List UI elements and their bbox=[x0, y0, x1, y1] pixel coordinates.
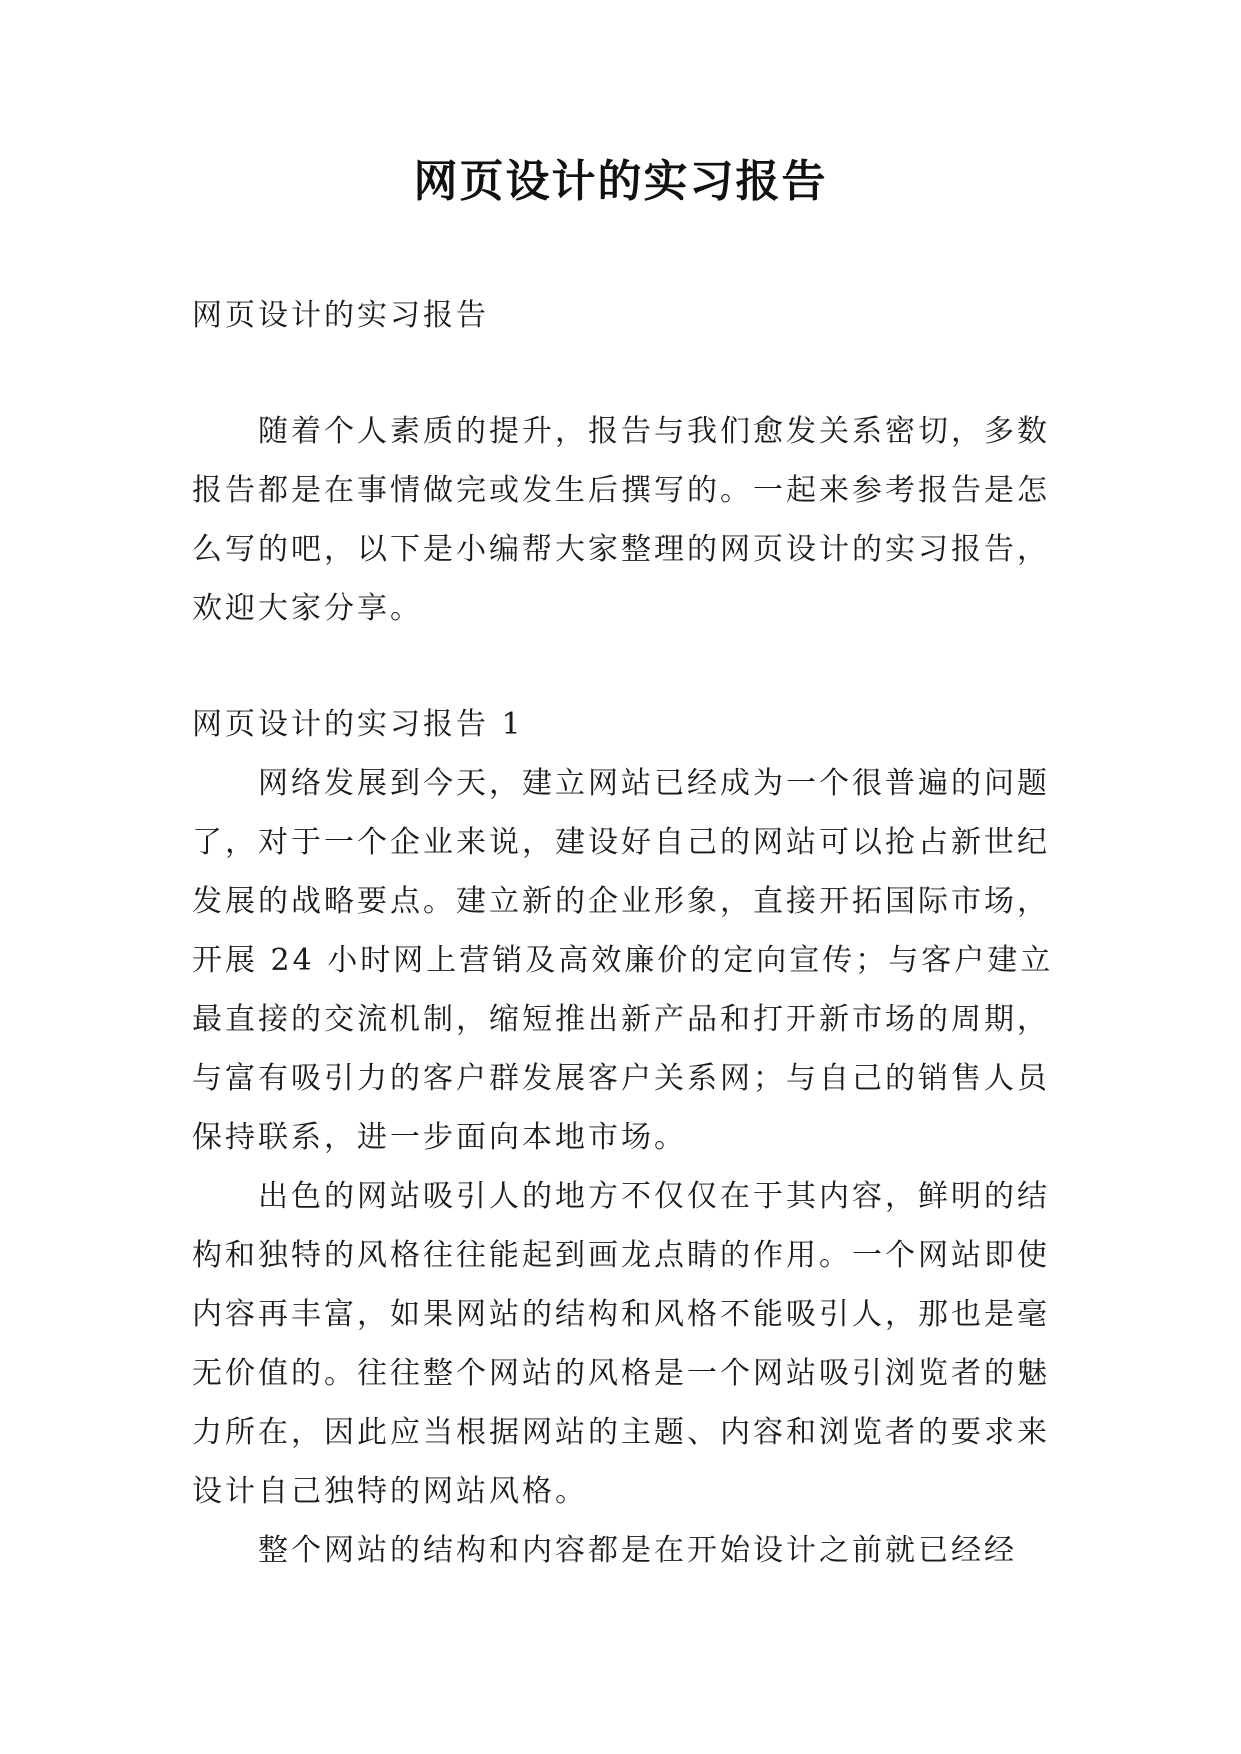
paragraph-line: 整个网站的结构和内容都是在开始设计之前就已经经 bbox=[258, 1533, 1017, 1568]
paragraph-line: 么写的吧，以下是小编帮大家整理的网页设计的实习报告， bbox=[192, 532, 1050, 567]
section-heading: 网页设计的实习报告 1 bbox=[192, 707, 524, 742]
paragraph-line: 欢迎大家分享。 bbox=[192, 591, 423, 626]
paragraph-line: 报告都是在事情做完或发生后撰写的。一起来参考报告是怎 bbox=[192, 473, 1050, 508]
paragraph-line: 构和独特的风格往往能起到画龙点睛的作用。一个网站即使 bbox=[192, 1238, 1050, 1273]
paragraph-line: 随着个人素质的提升，报告与我们愈发关系密切，多数 bbox=[258, 414, 1050, 449]
paragraph-line: 保持联系，进一步面向本地市场。 bbox=[192, 1120, 687, 1155]
subtitle-line: 网页设计的实习报告 bbox=[192, 298, 489, 333]
paragraph-line: 与富有吸引力的客户群发展客户关系网；与自己的销售人员 bbox=[192, 1061, 1050, 1096]
paragraph-line: 设计自己独特的网站风格。 bbox=[192, 1474, 588, 1509]
paragraph-line: 出色的网站吸引人的地方不仅仅在于其内容，鲜明的结 bbox=[258, 1179, 1050, 1214]
paragraph-line: 力所在，因此应当根据网站的主题、内容和浏览者的要求来 bbox=[192, 1415, 1050, 1450]
paragraph-line: 开展 24 小时网上营销及高效廉价的定向宣传；与客户建立 bbox=[192, 943, 1054, 978]
paragraph-line: 网络发展到今天，建立网站已经成为一个很普遍的问题 bbox=[258, 766, 1050, 801]
paragraph-line: 最直接的交流机制，缩短推出新产品和打开新市场的周期， bbox=[192, 1002, 1050, 1037]
paragraph-line: 内容再丰富，如果网站的结构和风格不能吸引人，那也是毫 bbox=[192, 1297, 1050, 1332]
paragraph-line: 发展的战略要点。建立新的企业形象，直接开拓国际市场， bbox=[192, 884, 1050, 919]
document-title: 网页设计的实习报告 bbox=[413, 156, 828, 207]
paragraph-line: 无价值的。往往整个网站的风格是一个网站吸引浏览者的魅 bbox=[192, 1356, 1050, 1391]
paragraph-line: 了，对于一个企业来说，建设好自己的网站可以抢占新世纪 bbox=[192, 825, 1050, 860]
